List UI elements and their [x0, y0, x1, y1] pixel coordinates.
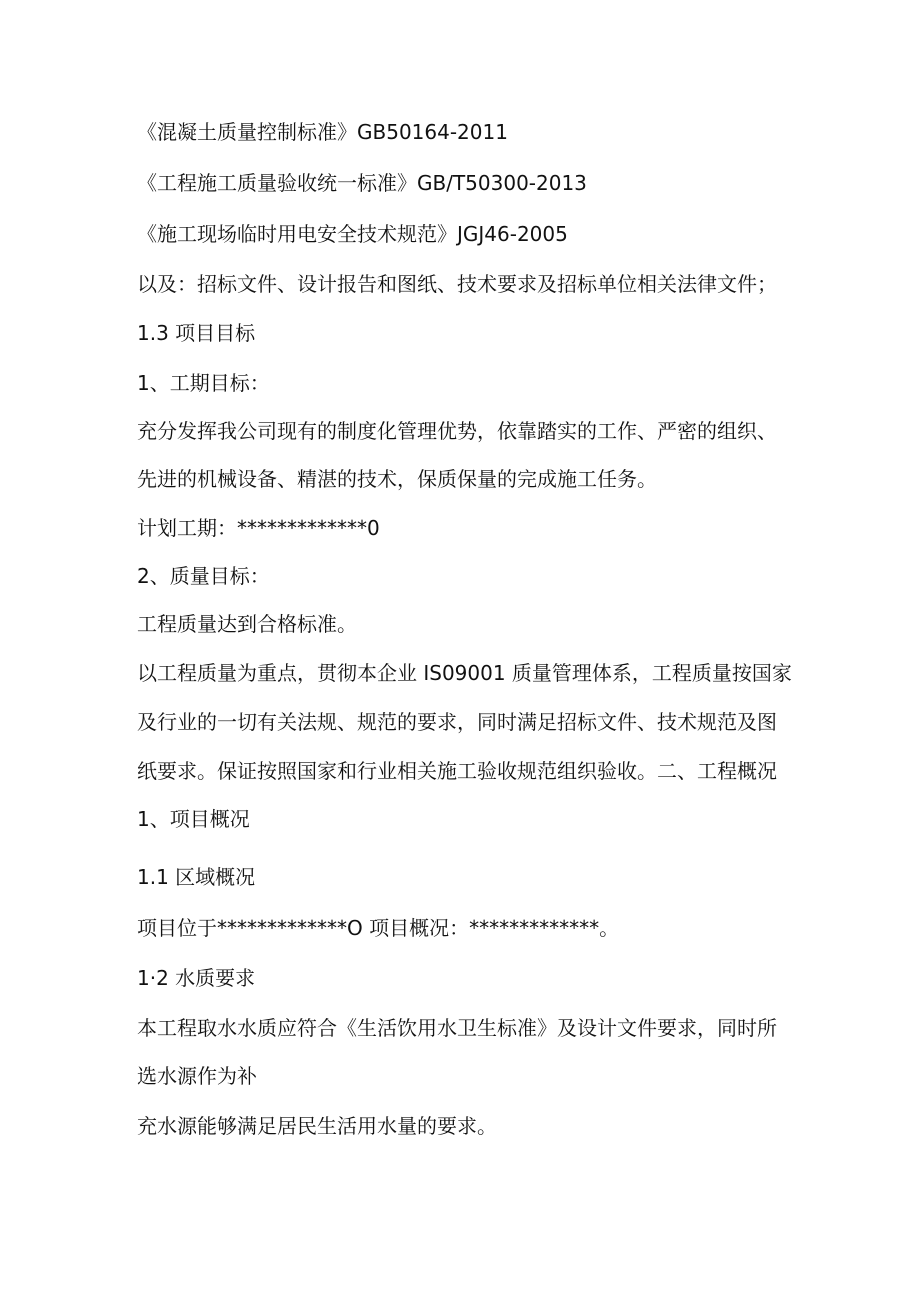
section-heading-water-quality: 1·2 水质要求 — [137, 966, 256, 990]
paragraph-line: 本工程取水水质应符合《生活饮用水卫生标准》及设计文件要求，同时所 — [137, 1016, 777, 1040]
subheading-project-overview: 1、项目概况 — [137, 807, 250, 831]
paragraph-line: 充分发挥我公司现有的制度化管理优势，依靠踏实的工作、严密的组织、 — [137, 419, 777, 443]
paragraph-line: 选水源作为补 — [137, 1064, 257, 1088]
subheading-schedule-goal: 1、工期目标： — [137, 371, 270, 395]
standard-reference-electricity: 《施工现场临时用电安全技术规范》JGJ46-2005 — [137, 222, 568, 246]
subheading-quality-goal: 2、质量目标： — [137, 564, 270, 588]
quality-standard-line: 工程质量达到合格标准。 — [137, 612, 357, 636]
project-location-line: 项目位于*************O 项目概况：*************。 — [137, 916, 620, 940]
section-heading-region-overview: 1.1 区域概况 — [137, 865, 256, 889]
standard-reference-acceptance: 《工程施工质量验收统一标准》GB/T50300-2013 — [137, 171, 587, 195]
paragraph-line: 及行业的一切有关法规、规范的要求，同时满足招标文件、技术规范及图 — [137, 710, 777, 734]
standard-reference-concrete: 《混凝土质量控制标准》GB50164-2011 — [137, 120, 508, 144]
paragraph-line: 纸要求。保证按照国家和行业相关施工验收规范组织验收。二、工程概况 — [137, 759, 777, 783]
section-heading-project-goals: 1.3 项目目标 — [137, 321, 256, 345]
paragraph-line: 先进的机械设备、精湛的技术，保质保量的完成施工任务。 — [137, 467, 657, 491]
paragraph-line: 以工程质量为重点，贯彻本企业 IS09001 质量管理体系，工程质量按国家 — [137, 661, 792, 685]
planned-duration-line: 计划工期：*************0 — [137, 516, 380, 540]
tender-documents-line: 以及：招标文件、设计报告和图纸、技术要求及招标单位相关法律文件； — [137, 272, 777, 296]
paragraph-line: 充水源能够满足居民生活用水量的要求。 — [137, 1114, 497, 1138]
